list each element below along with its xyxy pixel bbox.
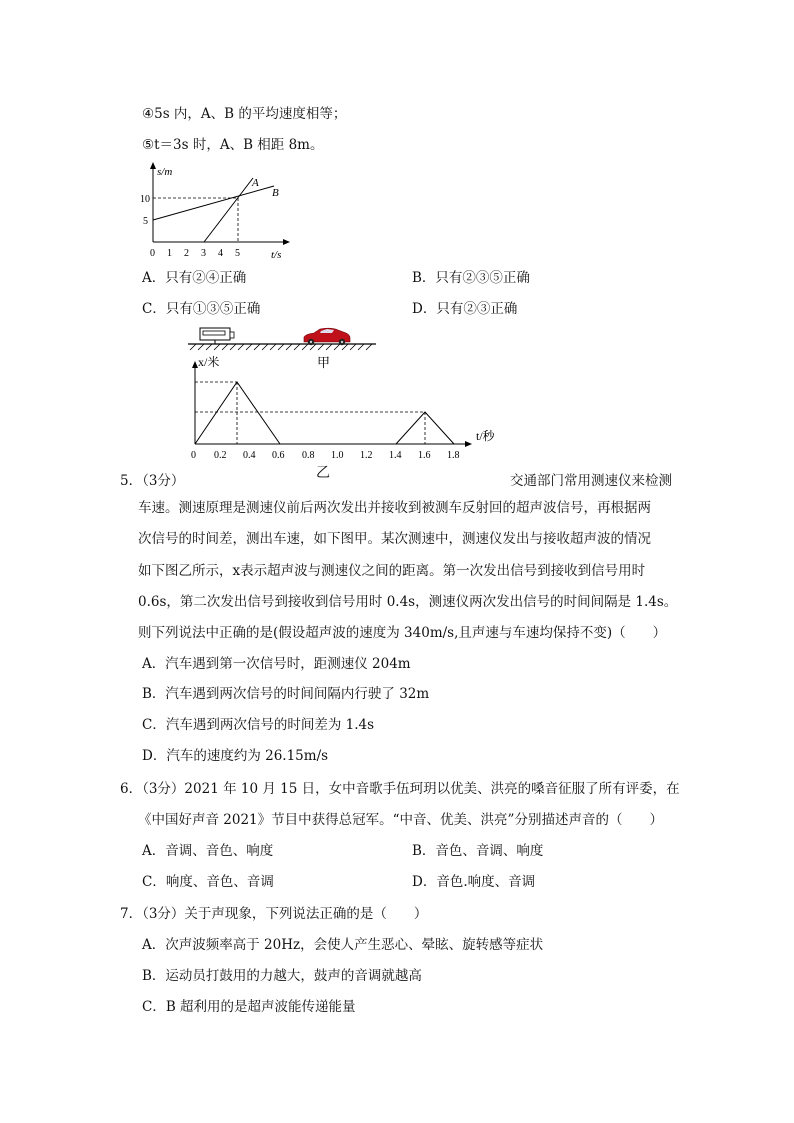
red-car-icon [304, 328, 350, 345]
x-tick: 0.6 [272, 450, 285, 461]
q6-line-1: 6．（3分）2021 年 10 月 15 日，女中音歌手伍珂玥以优美、洪亮的嗓音征服了所有评委，在 [120, 781, 680, 797]
statement-5: ⑤t＝3s 时，A、B 相距 8m。 [142, 137, 324, 153]
figure-yi-label: 乙 [316, 465, 330, 481]
q7-line-1: 7．（3分）关于声现象，下列说法正确的是（ ） [120, 906, 428, 922]
x-axis-label: t/s [271, 249, 282, 261]
series-a-line [204, 178, 253, 242]
q5-line-4: 如下图乙所示，x表示超声波与测速仪之间的距离。第一次发出信号到接收到信号用时 [138, 563, 646, 579]
x-tick-5: 5 [235, 248, 240, 259]
q6-option-d: D．音色.响度、音调 [412, 874, 536, 890]
q4-option-d: D．只有②③正确 [412, 301, 518, 317]
q6-option-c: C．响度、音色、音调 [142, 874, 274, 890]
x-tick: 0.8 [302, 450, 315, 461]
first-signal-path [195, 382, 280, 444]
st-graph [138, 160, 298, 264]
q4-option-b: B．只有②③⑤正确 [412, 270, 530, 286]
q7-option-b: B．运动员打鼓用的力越大，鼓声的音调就越高 [142, 968, 422, 984]
q6-option-a: A．音调、音色、响度 [142, 843, 274, 859]
q5-line-1: 交通部门常用测速仪来检测 [510, 473, 672, 489]
y-axis-label: s/m [157, 166, 173, 178]
x-tick-3: 3 [201, 248, 206, 259]
q7-option-c: C．B 超利用的是超声波能传递能量 [142, 999, 356, 1015]
x-tick: 1.0 [331, 450, 344, 461]
x-tick-2: 2 [184, 248, 189, 259]
y-axis-label: x/米 [198, 355, 220, 369]
q6-option-b: B．音色、音调、响度 [412, 843, 544, 859]
x-tick: 1.4 [389, 450, 402, 461]
q7-option-a: A．次声波频率高于 20Hz，会使人产生恶心、晕眩、旋转感等症状 [142, 937, 544, 953]
q4-option-a: A．只有②④正确 [142, 270, 247, 286]
q5-line-2: 车速。测速原理是测速仪前后两次发出并接收到被测车反射回的超声波信号，再根据两 [138, 500, 651, 516]
x-axis-label: t/秒 [476, 429, 495, 443]
q5-option-c: C．汽车遇到两次信号的时间差为 1.4s [142, 717, 375, 733]
x-tick: 1.2 [360, 450, 373, 461]
q4-option-c: C．只有①③⑤正确 [142, 301, 261, 317]
x-tick-1: 1 [167, 248, 172, 259]
speed-detector-figure [186, 324, 506, 462]
speed-detector-icon [200, 328, 234, 344]
x-tick-4: 4 [218, 248, 223, 259]
x-axis-arrow [465, 441, 472, 447]
q5-option-d: D．汽车的速度约为 26.15m/s [142, 748, 329, 764]
q5-option-a: A．汽车遇到第一次信号时，距测速仪 204m [142, 656, 411, 672]
x-tick: 1.6 [418, 450, 431, 461]
y-axis-arrow [150, 162, 156, 169]
q5-line-6: 则下列说法中正确的是(假设超声波的速度为 340m/s,且声速与车速均保持不变)（ ） [138, 625, 667, 641]
y-tick-5: 5 [143, 216, 148, 227]
q5-line-3: 次信号的时间差，测出车速，如下图甲。某次测速中，测速仪发出与接收超声波的情况 [138, 531, 651, 547]
road-hatching [190, 344, 372, 350]
x-axis-arrow [283, 239, 290, 245]
series-b-line [153, 186, 274, 220]
series-b-label: B [272, 187, 279, 199]
x-tick: 1.8 [447, 450, 460, 461]
x-tick: 0.4 [243, 450, 256, 461]
statement-4: ④5s 内，A、B 的平均速度相等； [142, 106, 347, 122]
x-tick-0: 0 [150, 248, 155, 259]
y-tick-10: 10 [140, 194, 150, 205]
q5-header: 5．（3分） [120, 473, 185, 489]
series-a-label: A [252, 177, 259, 189]
x-tick: 0.2 [214, 450, 227, 461]
q5-line-5: 0.6s，第二次发出信号到接收到信号用时 0.4s，测速仪两次发出信号的时间间隔是 1.4s。 [138, 594, 678, 610]
q5-option-b: B．汽车遇到两次信号的时间间隔内行驶了 32m [142, 686, 430, 702]
q6-line-2: 《中国好声音 2021》节目中获得总冠军。“中音、优美、洪亮”分别描述声音的（ ） [138, 812, 663, 828]
x-tick: 0 [191, 450, 196, 461]
figure-jia-label: 甲 [317, 355, 331, 370]
